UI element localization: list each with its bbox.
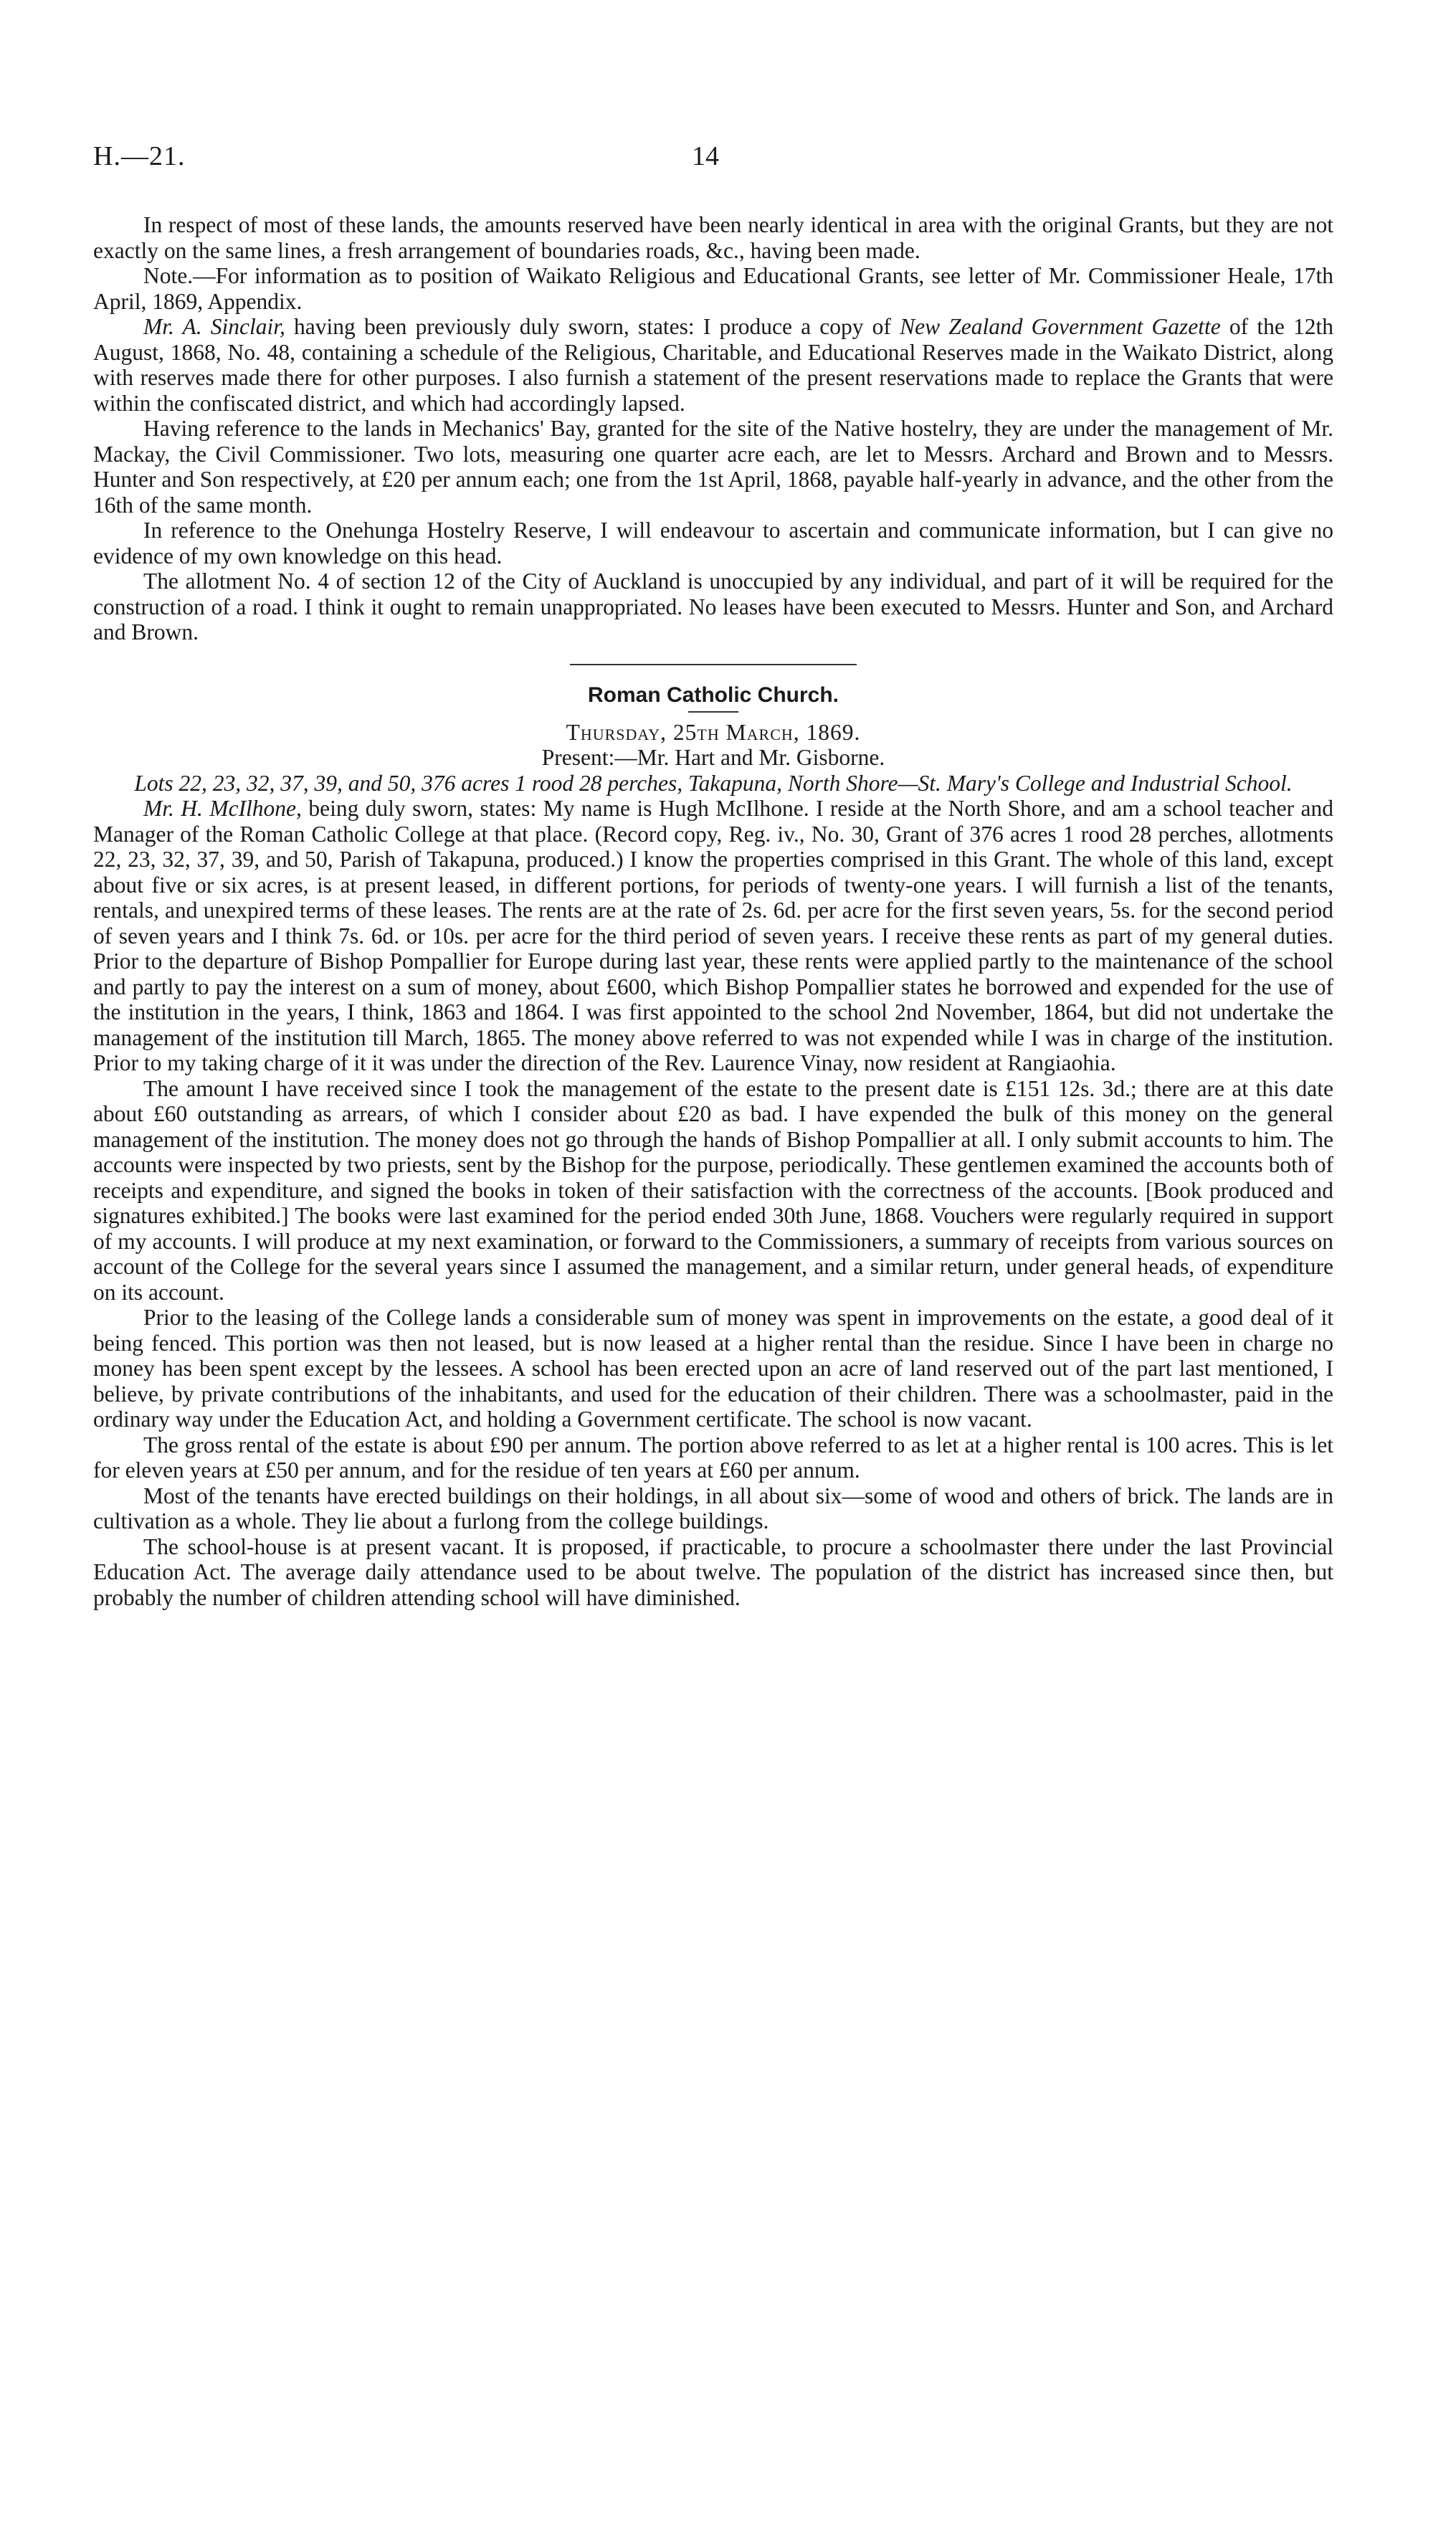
- paragraph: Prior to the leasing of the College lands a considerable sum of money was spent in improvements on the estate, a good deal of it being fenced. This portion was then not leased, but is now leased at a higher rental than the residue. Since I have been in charge no money has been spent except by the lessees. A school has been erected upon an acre of land reserved out of the part last mentioned, I believe, by private contributions of the inhabitants, and used for the education of their children. There was a schoolmaster, paid in the ordinary way under the Education Act, and holding a Government certificate. The school is now vacant.: [93, 1305, 1333, 1432]
- paragraph: The school-house is at present vacant. It is proposed, if practicable, to procure a schoolmaster there under the last Provincial Education Act. The average daily attendance used to be about twelve. The population of the district has increased since then, but probably the number of children attending school will have diminished.: [93, 1533, 1333, 1610]
- present-line: Present:—Mr. Hart and Mr. Gisborne.: [541, 745, 885, 770]
- paragraph-text: having been previously duly sworn, states: I produce a copy of: [285, 314, 900, 339]
- mcilhone-paragraph: [93, 796, 1333, 1076]
- paragraph-text: being duly sworn, states: My name is Hugh McIlhone. I reside at the North Shore, and am a school teacher and Manager of the Roman Catholic College at that place. (Record copy, Reg. iv., No. 30, Grant of 376 acres 1 rood 28 perches, allotments 22, 23, 32, 37, 39, and 50, Parish of Takapuna, produced.) I know the properties comprised in this Grant. The whole of this land, except about five or six acres, is at present leased, in different portions, for periods of twenty-one years. I will furnish a list of the tenants, rentals, and unexpired terms of these leases. The rents are at the rate of 2s. 6d. per acre for the first seven years, 5s. for the second period of seven years and I think 7s. 6d. or 10s. per acre for the third period of seven years. I receive these rents as part of my general duties. Prior to the departure of Bishop Pompallier for Europe during last year, these rents were applied partly to the maintenance of the school and partly to pay the interest on a sum of money, about £600, which Bishop Pompallier states he borrowed and expended for the use of the institution in the years, I think, 1863 and 1864. I was first appointed to the school 2nd November, 1864, but did not undertake the management of the institution till March, 1865. The money above referred to was not expended while I was in charge of the institution. Prior to my taking charge of it it was under the direction of the Rev. Laurence Vinay, now resident at Rangiaohia.: [93, 796, 1333, 1075]
- paragraph: The allotment No. 4 of section 12 of the City of Auckland is unoccupied by any individual, and part of it will be required for the construction of a road. I think it ought to remain unappropriated. No leases have been executed to Messrs. Hunter and Son, and Archard and Brown.: [93, 569, 1333, 644]
- page-header: [93, 141, 1333, 176]
- paragraph: The amount I have received since I took the management of the estate to the present date is £151 12s. 3d.; there are at this date about £60 outstanding as arrears, of which I consider about £20 as bad. I have expended the bulk of this money on the general management of the institution. The money does not go through the hands of Bishop Pompallier at all. I only submit accounts to him. The accounts were inspected by two priests, sent by the Bishop for the purpose, periodically. These gentlemen examined the accounts both of receipts and expenditure, and signed the books in token of their satisfaction with the correctness of the accounts. [Book produced and signatures exhibited.] The books were last examined for the period ended 30th June, 1868. Vouchers were regularly required in support of my accounts. I will produce at my next examination, or forward to the Commissioners, a summary of receipts from various sources on account of the College for the several years since I assumed the management, and a similar return, under general heads, of expenditure on its account.: [93, 1075, 1333, 1305]
- paragraph: In reference to the Onehunga Hostelry Reserve, I will endeavour to ascertain and communicate information, but I can give no evidence of my own knowledge on this head.: [93, 518, 1333, 569]
- page-number: 14: [692, 141, 719, 171]
- paragraph-text: of the 12th August, 1868, No. 48, containing a schedule of the Religious, Charitable, and Educational Reserves made in the Waikato District, along with reserves made there for other purposes. I also furnish a statement of the present reservations made to replace the Grants that were within the confiscated district, and which had accordingly lapsed.: [93, 314, 1333, 416]
- paragraph: Having reference to the lands in Mechanics' Bay, granted for the site of the Native hostelry, they are under the management of Mr. Mackay, the Civil Commissioner. Two lots, measuring one quarter acre each, are let to Messrs. Archard and Brown and to Messrs. Hunter and Son respectively, at £20 per annum each; one from the 1st April, 1868, payable half-yearly in advance, and the other from the 16th of the same month.: [93, 416, 1333, 518]
- sinclair-paragraph: [93, 314, 1333, 416]
- document-body: [93, 212, 1333, 1610]
- note-paragraph: Note.—For information as to position of Waikato Religious and Educational Grants, see letter of Mr. Commissioner Heale, 17th April, 1869, Appendix.: [93, 263, 1333, 314]
- witness-name: Mr. H. McIlhone,: [143, 796, 302, 821]
- paragraph: Most of the tenants have erected buildings on their holdings, in all about six—some of wood and others of brick. The lands are in cultivation as a whole. They lie about a furlong from the college buildings.: [93, 1483, 1333, 1533]
- lots-heading: Lots 22, 23, 32, 37, 39, and 50, 376 acres 1 rood 28 perches, Takapuna, North Shore—St. Mary's College and Industrial School.: [134, 770, 1293, 796]
- paragraph: In respect of most of these lands, the amounts reserved have been nearly identical in area with the original Grants, but they are not exactly on the same lines, a fresh arrangement of boundaries roads, &c., having been made.: [93, 212, 1333, 263]
- paragraph: The gross rental of the estate is about £90 per annum. The portion above referred to as let at a higher rental is 100 acres. This is let for eleven years at £50 per annum, and for the residue of ten years at £60 per annum.: [93, 1432, 1333, 1483]
- section-title: Roman Catholic Church.: [587, 682, 839, 707]
- title-underline: [688, 711, 738, 713]
- document-page: [93, 0, 1333, 2540]
- hearing-date: Thursday, 25th March, 1869.: [566, 719, 861, 745]
- gazette-title: New Zealand Government Gazette: [900, 314, 1221, 339]
- document-reference: H.—21.: [93, 141, 186, 171]
- witness-name: Mr. A. Sinclair,: [143, 314, 285, 339]
- section-divider: [570, 664, 857, 665]
